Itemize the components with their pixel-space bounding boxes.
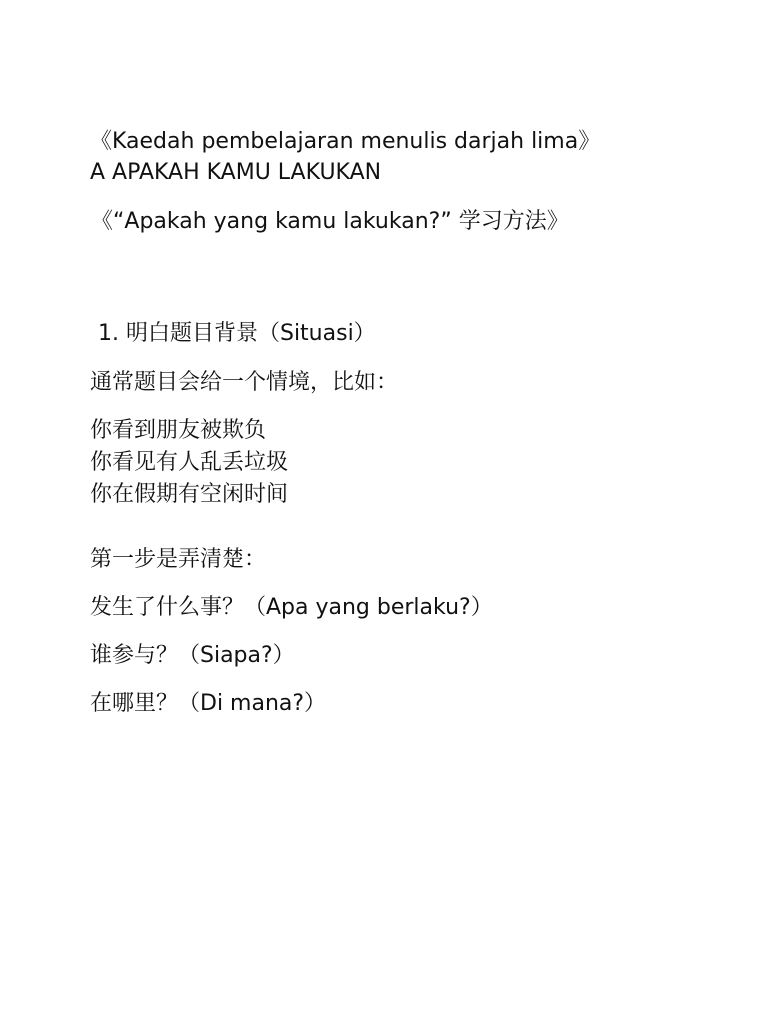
question-item: 在哪里？（Di mana?） [90, 691, 327, 716]
example-item: 你看见有人乱丢垃圾 [90, 450, 289, 475]
document-title: 《Kaedah pembelajaran menulis darjah lima》 [90, 129, 601, 154]
first-step-text: 第一步是弄清楚： [90, 547, 267, 572]
question-item: 谁参与？（Siapa?） [90, 643, 295, 668]
example-item: 你在假期有空闲时间 [90, 482, 289, 507]
document-subtitle: A APAKAH KAMU LAKUKAN [90, 160, 382, 185]
section-intro: 通常题目会给一个情境，比如： [90, 370, 399, 395]
section-heading: 1. 明白题目背景（Situasi） [98, 321, 376, 346]
method-heading: 《“Apakah yang kamu lakukan?” 学习方法》 [91, 209, 569, 234]
example-item: 你看到朋友被欺负 [90, 418, 267, 443]
question-item: 发生了什么事？（Apa yang berlaku?） [90, 595, 493, 620]
